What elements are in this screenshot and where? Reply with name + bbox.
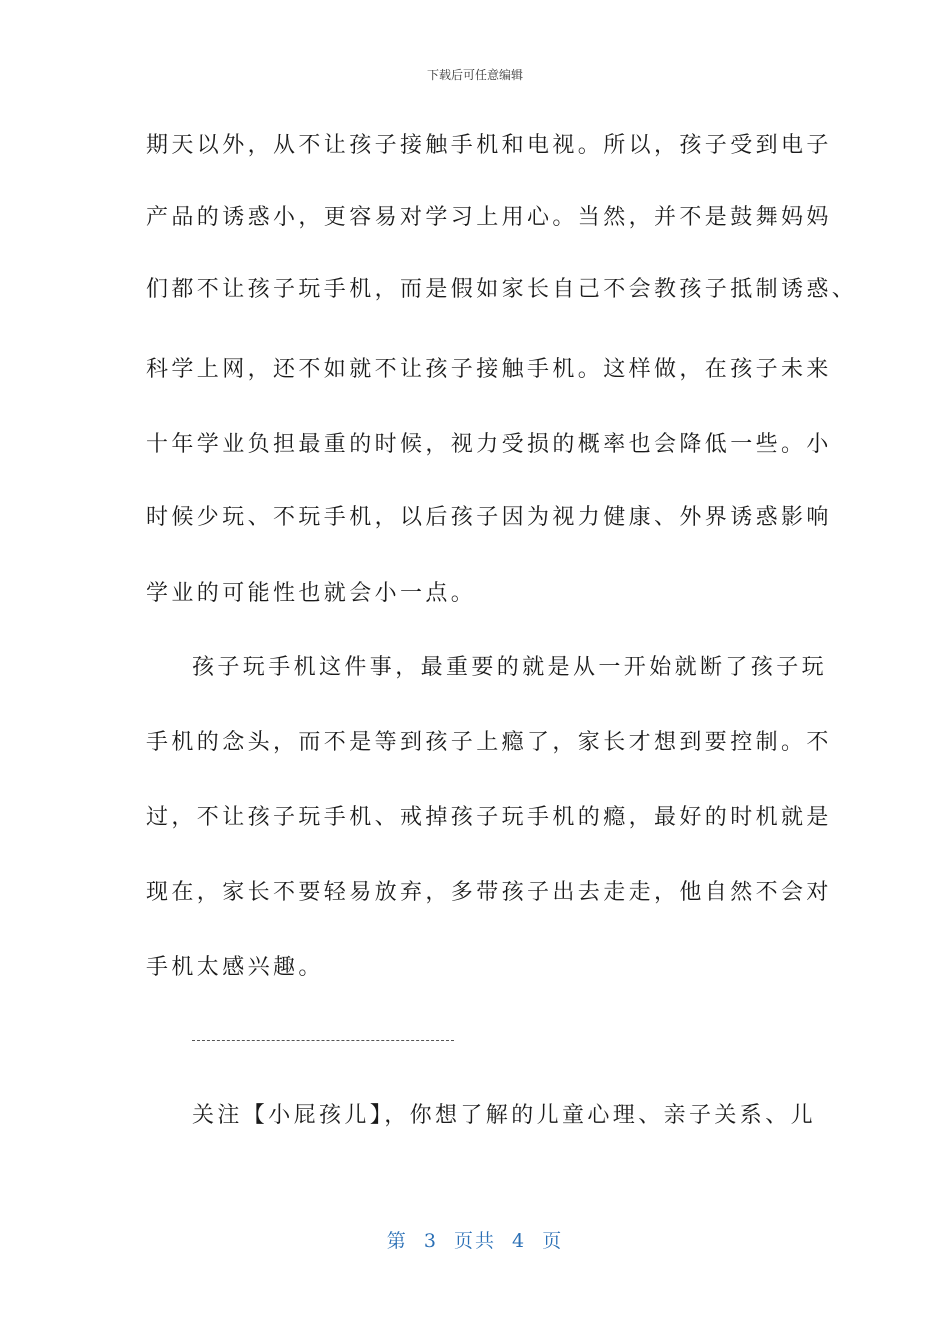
footer-suffix: 页: [542, 1230, 564, 1252]
body-line-4: 科学上网，还不如就不让孩子接触手机。这样做，在孩子未来: [146, 357, 832, 382]
footer-total-pages: 4: [512, 1230, 527, 1252]
body-line-12: 手机太感兴趣。: [146, 955, 324, 980]
body-line-5: 十年学业负担最重的时候，视力受损的概率也会降低一些。小: [146, 432, 832, 457]
body-line-6: 时候少玩、不玩手机，以后孩子因为视力健康、外界诱惑影响: [146, 505, 832, 530]
footer-page-number: 3: [423, 1230, 438, 1252]
body-line-3: 们都不让孩子玩手机，而是假如家长自己不会教孩子抵制诱惑、: [146, 277, 858, 302]
body-line-11: 现在，家长不要轻易放弃，多带孩子出去走走，他自然不会对: [146, 880, 832, 905]
page-header: 下载后可任意编辑: [426, 68, 523, 82]
body-line-10: 过，不让孩子玩手机、戒掉孩子玩手机的瘾，最好的时机就是: [146, 805, 832, 830]
body-line-2: 产品的诱惑小，更容易对学习上用心。当然，并不是鼓舞妈妈: [146, 205, 832, 230]
body-line-13: 关注【小屁孩儿】，你想了解的儿童心理、亲子关系、儿: [192, 1103, 817, 1128]
separator-rule: [192, 1040, 454, 1041]
footer-middle: 页共: [453, 1230, 496, 1252]
body-line-7: 学业的可能性也就会小一点。: [146, 581, 477, 606]
body-line-8: 孩子玩手机这件事，最重要的就是从一开始就断了孩子玩: [192, 655, 828, 680]
body-line-1: 期天以外，从不让孩子接触手机和电视。所以，孩子受到电子: [146, 133, 832, 158]
body-line-9: 手机的念头，而不是等到孩子上瘾了，家长才想到要控制。不: [146, 730, 832, 755]
footer-prefix: 第: [386, 1230, 408, 1252]
page-footer: [0, 1226, 950, 1253]
